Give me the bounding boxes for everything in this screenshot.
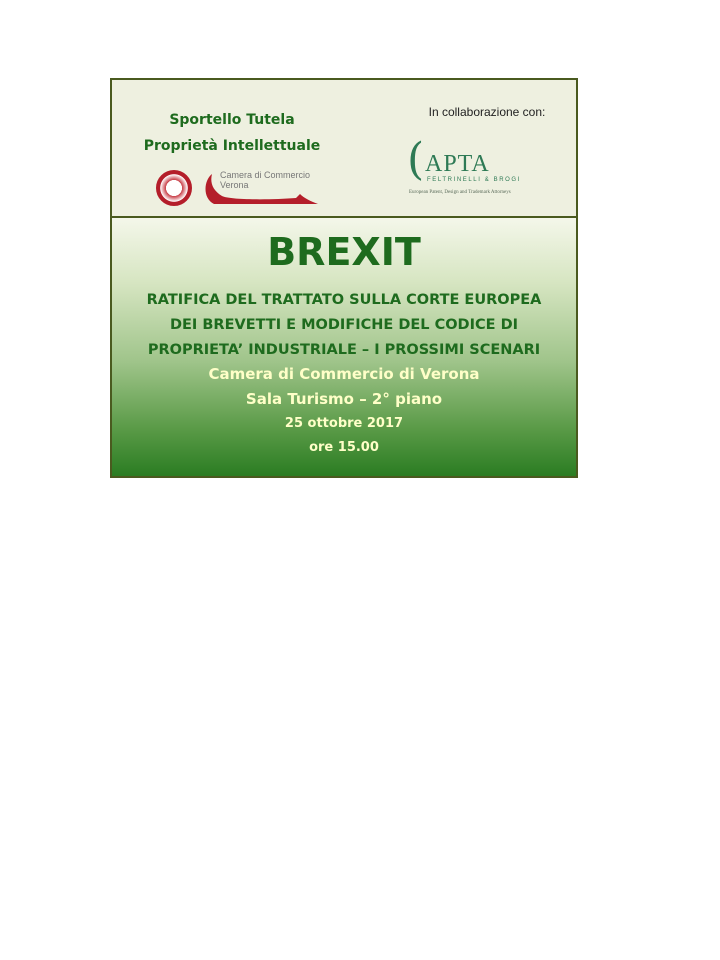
- cciaa-logo-line1: Camera di Commercio: [220, 170, 311, 180]
- apta-logo: [407, 134, 557, 206]
- apta-logo-sub: FELTRINELLI & BROGI: [427, 177, 521, 183]
- event-subtitle: [112, 288, 576, 363]
- event-panel: [112, 218, 576, 478]
- cciaa-logo-text: [220, 170, 310, 190]
- event-flyer: [110, 78, 578, 478]
- subtitle-line-1: RATIFICA DEL TRATTATO SULLA CORTE EUROPEA: [146, 292, 542, 308]
- chamber-seal-icon: [156, 170, 192, 206]
- event-title: BREXIT: [267, 230, 421, 274]
- apta-bracket-icon: (: [407, 134, 425, 185]
- sportello-line1: Sportello Tutela: [169, 112, 295, 128]
- event-date: 25 ottobre 2017: [284, 416, 404, 431]
- event-room: Sala Turismo – 2° piano: [245, 390, 443, 408]
- sportello-heading: [132, 110, 332, 162]
- cciaa-logo: [200, 168, 325, 210]
- subtitle-line-2: DEI BREVETTI E MODIFICHE DEL CODICE DI: [169, 317, 518, 333]
- apta-logo-word: APTA: [425, 151, 490, 177]
- sportello-line2: Proprietà Intellettuale: [143, 138, 321, 154]
- collaboration-label: In collaborazione con:: [428, 105, 546, 119]
- subtitle-line-3: PROPRIETA’ INDUSTRIALE – I PROSSIMI SCENARI: [147, 342, 541, 358]
- event-details: [112, 362, 576, 460]
- event-time: ore 15.00: [309, 440, 379, 455]
- header-panel: [112, 80, 576, 218]
- apta-logo-tagline: European Patent, Design and Trademark Attorneys: [409, 190, 511, 195]
- cciaa-logo-line2: Verona: [220, 180, 249, 190]
- event-venue: Camera di Commercio di Verona: [208, 365, 480, 383]
